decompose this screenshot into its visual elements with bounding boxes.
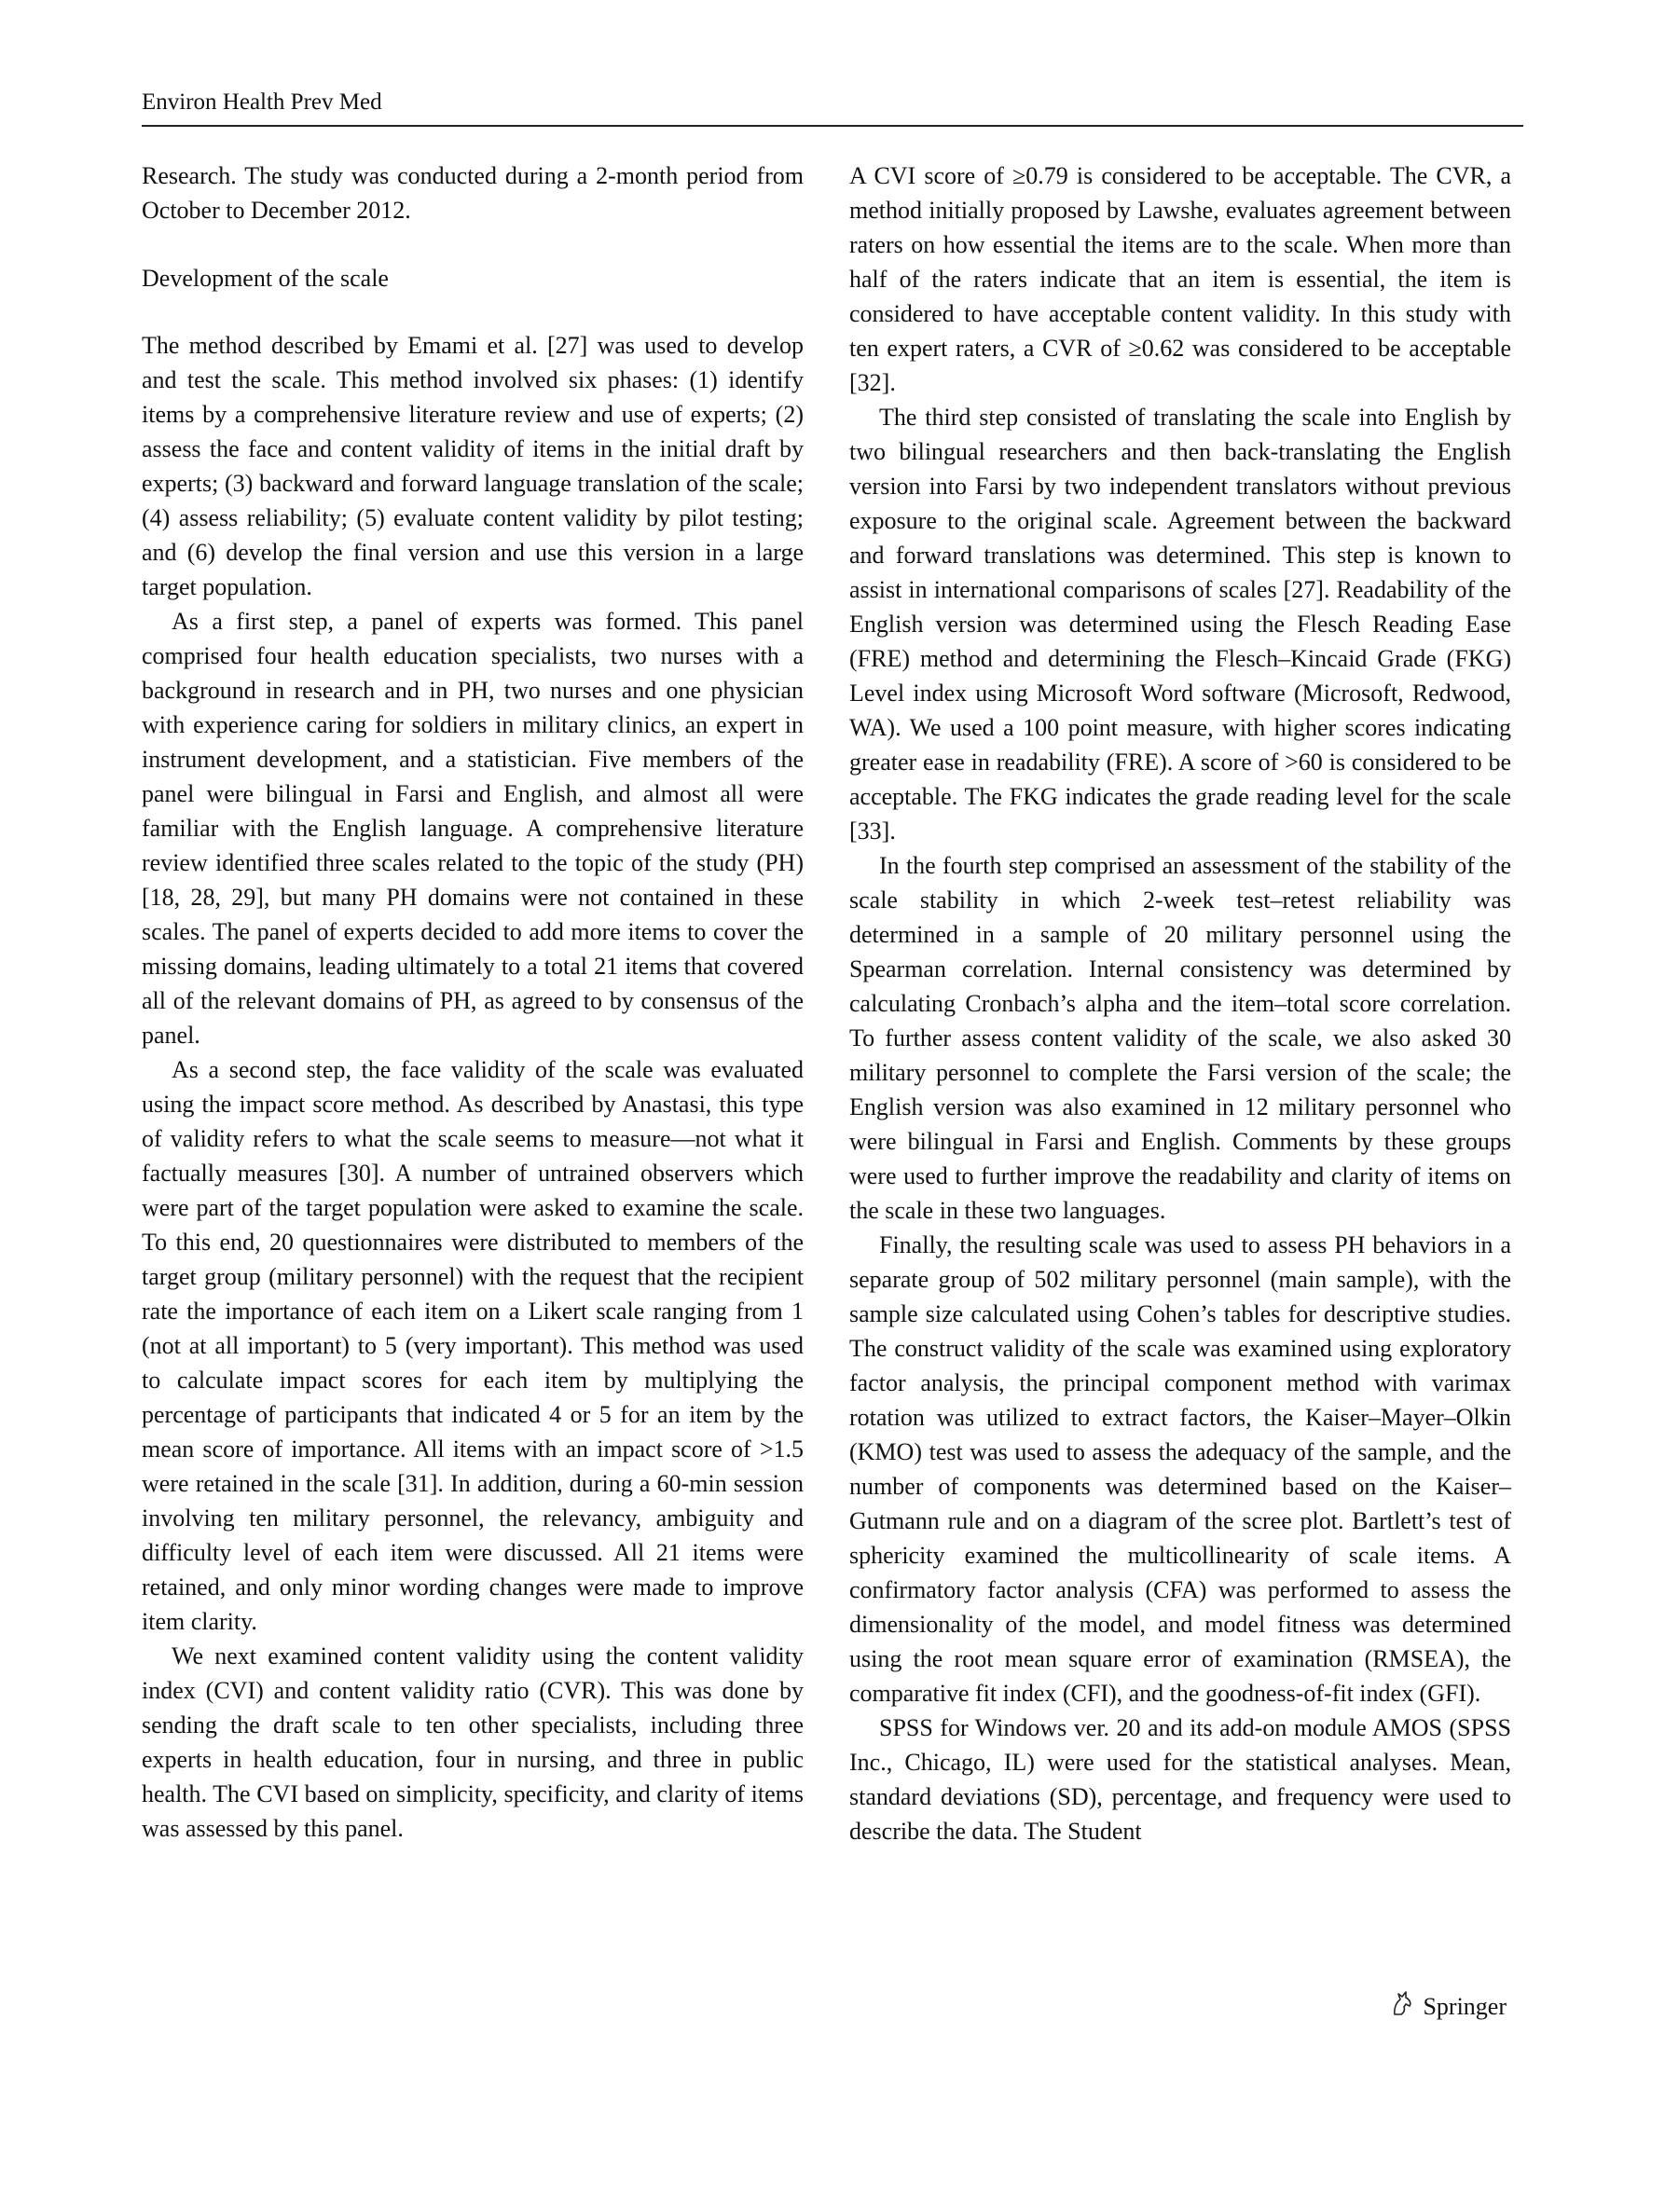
header-rule: [142, 125, 1523, 127]
springer-horse-icon: [1389, 1989, 1415, 2024]
paragraph-content-validity: We next examined content validity using the content validity index (CVI) and content validity ratio (CVR). This was done by sending the draft scale to ten other specialists, including three experts in health education, four in nursing, and three in public health. The CVI based on simplicity, specificity, and clarity of items was assessed by this panel.: [142, 1642, 804, 1842]
paragraph-cvi: A CVI score of ≥0.79 is considered to be acceptable. The CVR, a method initially proposed by Lawshe, evaluates agreement between raters on how essential the items are to the scale. When more than half of the raters indicate that an item is essential, the item is considered to have acceptable content validity. In this study with ten expert raters, a CVR of ≥0.62 was considered to be acceptable [32].: [849, 162, 1511, 396]
paragraph-statistics: SPSS for Windows ver. 20 and its add-on module AMOS (SPSS Inc., Chicago, IL) were used for the statistical analyses. Mean, standard deviations (SD), percentage, and frequency were used to describe the data. The Student: [849, 1714, 1511, 1845]
running-header: Environ Health Prev Med: [142, 89, 382, 115]
paragraph-method: The method described by Emami et al. [27] was used to develop and test the scale. This method involved six phases: (1) identify items by a comprehensive literature review and use of experts; (2) assess the face and content validity of items in the initial draft by experts; (3) backward and forward language translation of the scale; (4) assess reliability; (5) evaluate content validity by pilot testing; and (6) develop the final version and use this version in a large target population.: [142, 332, 804, 600]
paragraph-final-step: Finally, the resulting scale was used to assess PH behaviors in a separate group of 502 military personnel (main sample), with the sample size calculated using Cohen’s tables for descriptive studies. The construct validity of the scale was examined using exploratory factor analysis, the principal component method with varimax rotation was utilized to extract factors, the Kaiser–Mayer–Olkin (KMO) test was used to assess the adequacy of the sample, and the number of components was determined based on the Kaiser–Gutmann rule and on a diagram of the scree plot. Bartlett’s test of sphericity examined the multicollinearity of scale items. A confirmatory factor analysis (CFA) was performed to assess the dimensionality of the model, and model fitness was determined using the root mean square error of examination (RMSEA), the comparative fit index (CFI), and the goodness-of-fit index (GFI).: [849, 1231, 1511, 1707]
publisher-footer: [1389, 1989, 1507, 2024]
publisher-name: Springer: [1423, 1992, 1507, 2020]
section-heading: Development of the scale: [142, 265, 389, 292]
paragraph-intro: Research. The study was conducted during a 2-month period from October to December 2012.: [142, 162, 804, 224]
left-column: [142, 158, 804, 1846]
paragraph-second-step: As a second step, the face validity of the scale was evaluated using the impact score method. As described by Anastasi, this type of validity refers to what the scale seems to measure—not what it factually measures [30]. A number of untrained observers which were part of the target population were asked to examine the scale. To this end, 20 questionnaires were distributed to members of the target group (military personnel) with the request that the recipient rate the importance of each item on a Likert scale ranging from 1 (not at all important) to 5 (very important). This method was used to calculate impact scores for each item by multiplying the percentage of participants that indicated 4 or 5 for an item by the mean score of importance. All items with an impact score of >1.5 were retained in the scale [31]. In addition, during a 60-min session involving ten military personnel, the relevancy, ambiguity and difficulty level of each item were discussed. All 21 items were retained, and only minor wording changes were made to improve item clarity.: [142, 1056, 804, 1635]
paragraph-fourth-step: In the fourth step comprised an assessment of the stability of the scale stability in which 2-week test–retest reliability was determined in a sample of 20 military personnel using the Spearman correlation. Internal consistency was determined by calculating Cronbach’s alpha and the item–total score correlation. To further assess content validity of the scale, we also asked 30 military personnel to complete the Farsi version of the scale; the English version was also examined in 12 military personnel who were bilingual in Farsi and English. Comments by these groups were used to further improve the readability and clarity of items on the scale in these two languages.: [849, 852, 1511, 1224]
paragraph-third-step: The third step consisted of translating the scale into English by two bilingual researchers and then back-translating the English version into Farsi by two independent translators without previous exposure to the original scale. Agreement between the backward and forward translations was determined. This step is known to assist in international comparisons of scales [27]. Readability of the English version was determined using the Flesch Reading Ease (FRE) method and determining the Flesch–Kincaid Grade (FKG) Level index using Microsoft Word software (Microsoft, Redwood, WA). We used a 100 point measure, with higher scores indicating greater ease in readability (FRE). A score of >60 is considered to be acceptable. The FKG indicates the grade reading level for the scale [33].: [849, 404, 1511, 845]
right-column: [849, 158, 1511, 1848]
paragraph-first-step: As a first step, a panel of experts was formed. This panel comprised four health education specialists, two nurses with a background in research and in PH, two nurses and one physician with experience caring for soldiers in military clinics, an expert in instrument development, and a statistician. Five members of the panel were bilingual in Farsi and English, and almost all were familiar with the English language. A comprehensive literature review identified three scales related to the topic of the study (PH) [18, 28, 29], but many PH domains were not contained in these scales. The panel of experts decided to add more items to cover the missing domains, leading ultimately to a total 21 items that covered all of the relevant domains of PH, as agreed to by consensus of the panel.: [142, 608, 804, 1049]
